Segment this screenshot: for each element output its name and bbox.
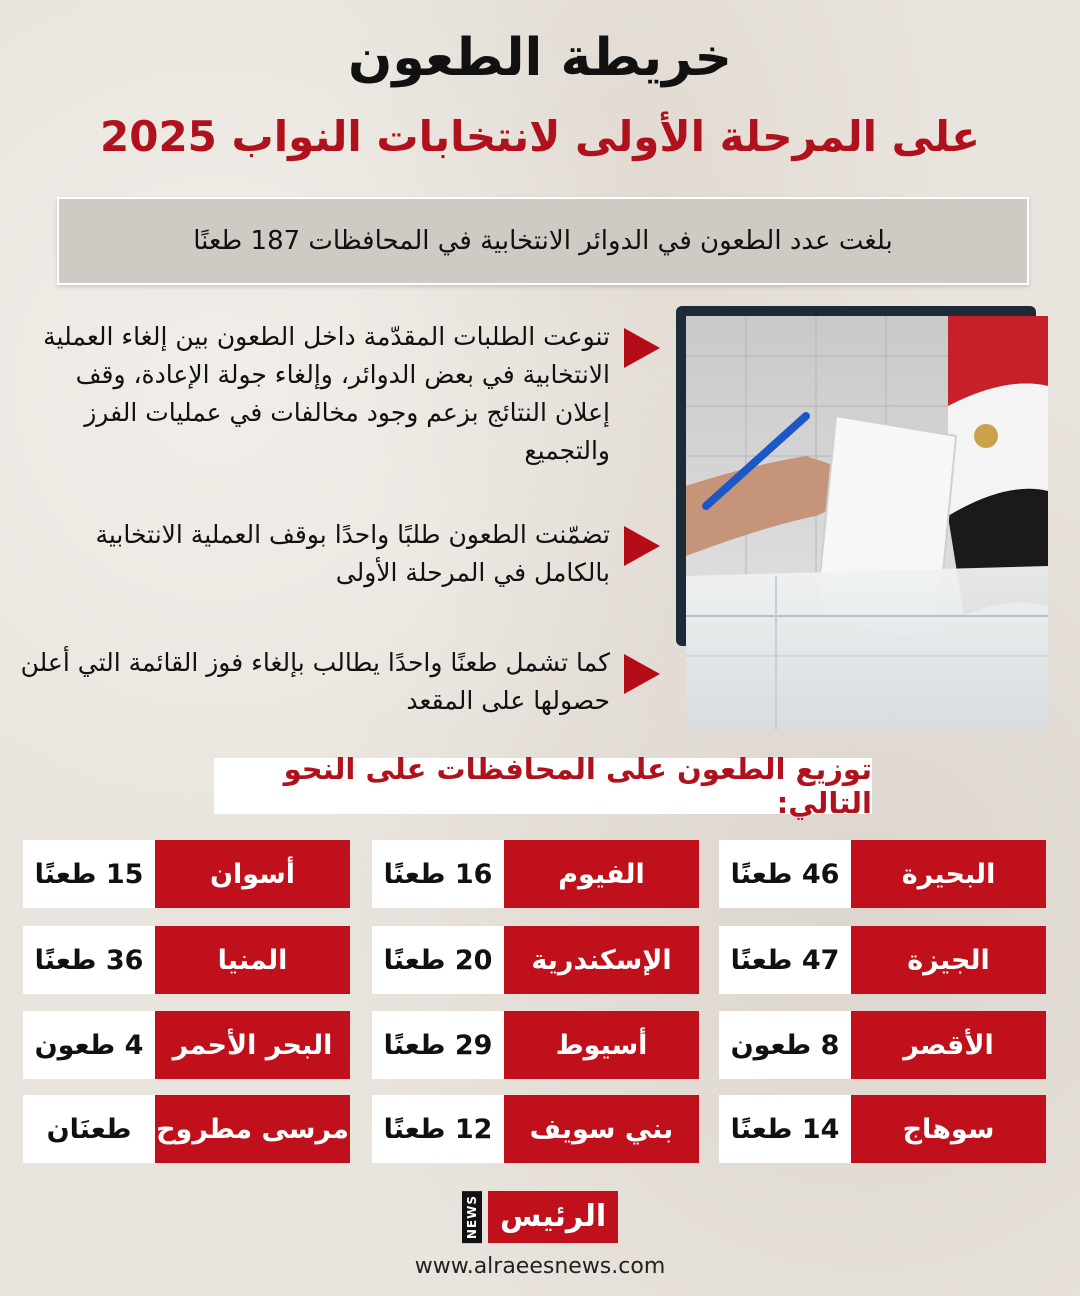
appeal-count: 15 طعنًا [23, 840, 155, 908]
appeal-count: 47 طعنًا [719, 926, 851, 994]
bullet-text: تنوعت الطلبات المقدّمة داخل الطعون بين إلغاء العملية الانتخابية في بعض الدوائر، وإلغاء جولة الإعادة، وقف إعلان النتائج بزعم وجود مخالفات في عمليات الفرز والتجميع [43, 322, 610, 465]
governorate-cell [23, 1011, 350, 1079]
governorate-cell [372, 1011, 699, 1079]
governorate-name: البحيرة [851, 840, 1046, 908]
bullet-arrow-icon [624, 654, 660, 694]
logo-news-tag: NEWS [462, 1191, 482, 1243]
appeal-count: 20 طعنًا [372, 926, 504, 994]
appeal-count: 29 طعنًا [372, 1011, 504, 1079]
governorate-name: الأقصر [851, 1011, 1046, 1079]
governorate-name: الجيزة [851, 926, 1046, 994]
governorate-cell [719, 840, 1046, 908]
bullet-item [20, 644, 660, 720]
bullet-text: كما تشمل طعنًا واحدًا يطالب بإلغاء فوز القائمة التي أعلن حصولها على المقعد [20, 648, 610, 715]
governorate-name: الإسكندرية [504, 926, 699, 994]
governorate-name: المنيا [155, 926, 350, 994]
page-title: خريطة الطعون [348, 28, 732, 88]
governorate-cell [23, 926, 350, 994]
governorate-cell [23, 1095, 350, 1163]
brand-logo [462, 1190, 618, 1244]
governorate-cell [372, 1095, 699, 1163]
governorate-cell [719, 1011, 1046, 1079]
governorate-name: البحر الأحمر [155, 1011, 350, 1079]
appeal-count: 16 طعنًا [372, 840, 504, 908]
appeal-count: 8 طعون [719, 1011, 851, 1079]
appeal-count: 14 طعنًا [719, 1095, 851, 1163]
appeal-count: طعنَان [23, 1095, 155, 1163]
summary-banner: بلغت عدد الطعون في الدوائر الانتخابية في المحافظات 187 طعنًا [57, 197, 1029, 285]
governorate-cell [719, 926, 1046, 994]
bullet-arrow-icon [624, 328, 660, 368]
governorate-name: مرسى مطروح [155, 1095, 350, 1163]
ballot-photo [686, 316, 1048, 730]
governorate-cell [719, 1095, 1046, 1163]
bullet-item [20, 318, 660, 470]
page-subtitle: على المرحلة الأولى لانتخابات النواب 2025 [100, 112, 980, 161]
appeal-count: 12 طعنًا [372, 1095, 504, 1163]
governorate-name: بني سويف [504, 1095, 699, 1163]
website-url: www.alraeesnews.com [414, 1254, 666, 1279]
logo-name: الرئيس [488, 1191, 618, 1243]
governorate-name: أسيوط [504, 1011, 699, 1079]
governorate-cell [23, 840, 350, 908]
governorate-cell [372, 926, 699, 994]
bullet-text: تضمّنت الطعون طلبًا واحدًا بوقف العملية الانتخابية بالكامل في المرحلة الأولى [95, 520, 610, 587]
distribution-heading: توزيع الطعون على المحافظات على النحو التالي: [214, 758, 872, 814]
governorate-name: أسوان [155, 840, 350, 908]
bullet-arrow-icon [624, 526, 660, 566]
governorate-name: سوهاج [851, 1095, 1046, 1163]
governorate-name: الفيوم [504, 840, 699, 908]
governorate-cell [372, 840, 699, 908]
bullet-item [20, 516, 660, 592]
appeal-count: 4 طعون [23, 1011, 155, 1079]
appeal-count: 46 طعنًا [719, 840, 851, 908]
appeal-count: 36 طعنًا [23, 926, 155, 994]
governorate-grid [0, 840, 1080, 1170]
